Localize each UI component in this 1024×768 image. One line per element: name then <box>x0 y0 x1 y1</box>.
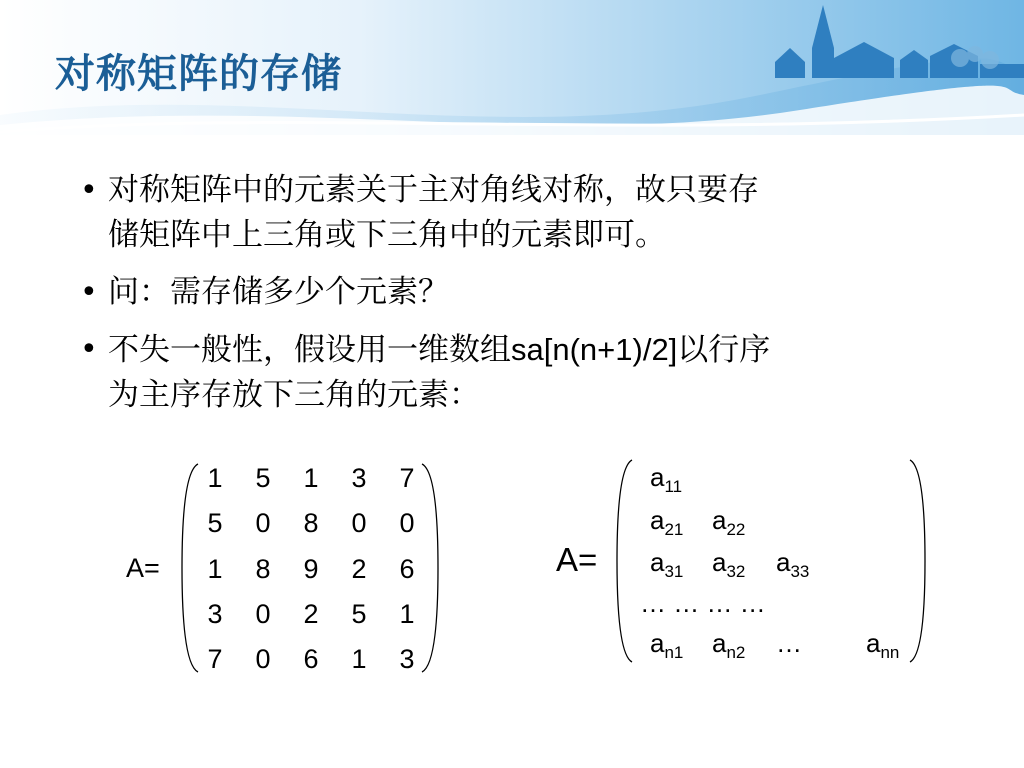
matrix-cell: 0 <box>351 508 367 538</box>
matrix-cell: 2 <box>351 554 367 584</box>
matrix-cell: 5 <box>207 508 223 538</box>
bullet-item-1 <box>80 168 980 258</box>
ellipsis-text: … … … … <box>640 588 766 618</box>
bullet-3-pre: 不失一般性，假设用一维数组 <box>108 332 511 368</box>
page-title: 对称矩阵的存储 <box>55 51 342 97</box>
matrix-cell: 1 <box>207 554 223 584</box>
matrix-element: $a_{31}$ <box>650 547 684 581</box>
matrix-element: $a_{21}$ <box>650 505 684 539</box>
matrix-cell: 7 <box>399 463 415 493</box>
element-subscript: 31 <box>664 562 684 581</box>
bullet-2-line-1: 问：需存储多少个元素？ <box>108 274 449 310</box>
element-subscript: 21 <box>664 520 684 539</box>
matrix-cell: 1 <box>207 463 223 493</box>
matrix-cell: 3 <box>399 644 415 674</box>
matrix-element: $a_{33}$ <box>776 547 810 581</box>
element-subscript: n2 <box>726 643 746 662</box>
right-matrix-label: A= <box>556 541 598 578</box>
matrix-cell: 7 <box>207 644 223 674</box>
matrix-cell: 3 <box>351 463 367 493</box>
bullet-3-line-2: 为主序存放下三角的元素： <box>108 377 480 413</box>
matrix-cell: 5 <box>255 463 271 493</box>
matrix-cell: 1 <box>303 463 319 493</box>
matrix-cell: 9 <box>303 554 319 584</box>
bullet-item-2 <box>80 270 980 315</box>
element-subscript: 22 <box>726 520 746 539</box>
right-matrix-left-bracket <box>614 458 636 664</box>
bullet-list <box>80 168 980 430</box>
bullet-1-line-1: 对称矩阵中的元素关于主对角线对称，故只要存 <box>108 172 759 208</box>
element-subscript: nn <box>880 643 900 662</box>
matrix-cell: 1 <box>399 599 415 629</box>
matrix-cell: 3 <box>207 599 223 629</box>
matrix-element: $a_{nn}$ <box>866 628 900 662</box>
bullet-1-line-2: 储矩阵中上三角或下三角中的元素即可。 <box>108 217 666 253</box>
matrix-element: $a_{11}$ <box>650 462 683 496</box>
matrix-cell: 5 <box>351 599 367 629</box>
matrix-cell: 8 <box>303 508 319 538</box>
matrix-cell: 8 <box>255 554 271 584</box>
bullet-3-post: 以行序 <box>677 332 771 368</box>
matrix-cell: 0 <box>399 508 415 538</box>
matrix-element: $a_{22}$ <box>712 505 746 539</box>
matrix-element: $a_{n1}$ <box>650 628 684 662</box>
matrix-cell: 6 <box>399 554 415 584</box>
element-subscript: 32 <box>726 562 746 581</box>
element-subscript: n1 <box>664 643 684 662</box>
matrix-cell: 2 <box>303 599 319 629</box>
matrix-cell: 0 <box>255 644 271 674</box>
matrix-cell: 1 <box>351 644 367 674</box>
ellipsis-text: … <box>776 628 802 658</box>
matrix-element: $a_{n2}$ <box>712 628 746 662</box>
left-matrix-label: A= <box>126 553 160 583</box>
bullet-item-3 <box>80 327 980 418</box>
matrix-element: $a_{32}$ <box>712 547 746 581</box>
matrix-cell: 0 <box>255 508 271 538</box>
element-subscript: 33 <box>790 562 810 581</box>
right-matrix-right-bracket <box>906 458 928 664</box>
matrix-cell: 6 <box>303 644 319 674</box>
header-band <box>0 0 1024 135</box>
matrix-cell: 0 <box>255 599 271 629</box>
bullet-3-array-expr: sa[n(n+1)/2] <box>511 332 678 367</box>
element-subscript: 11 <box>664 477 683 496</box>
